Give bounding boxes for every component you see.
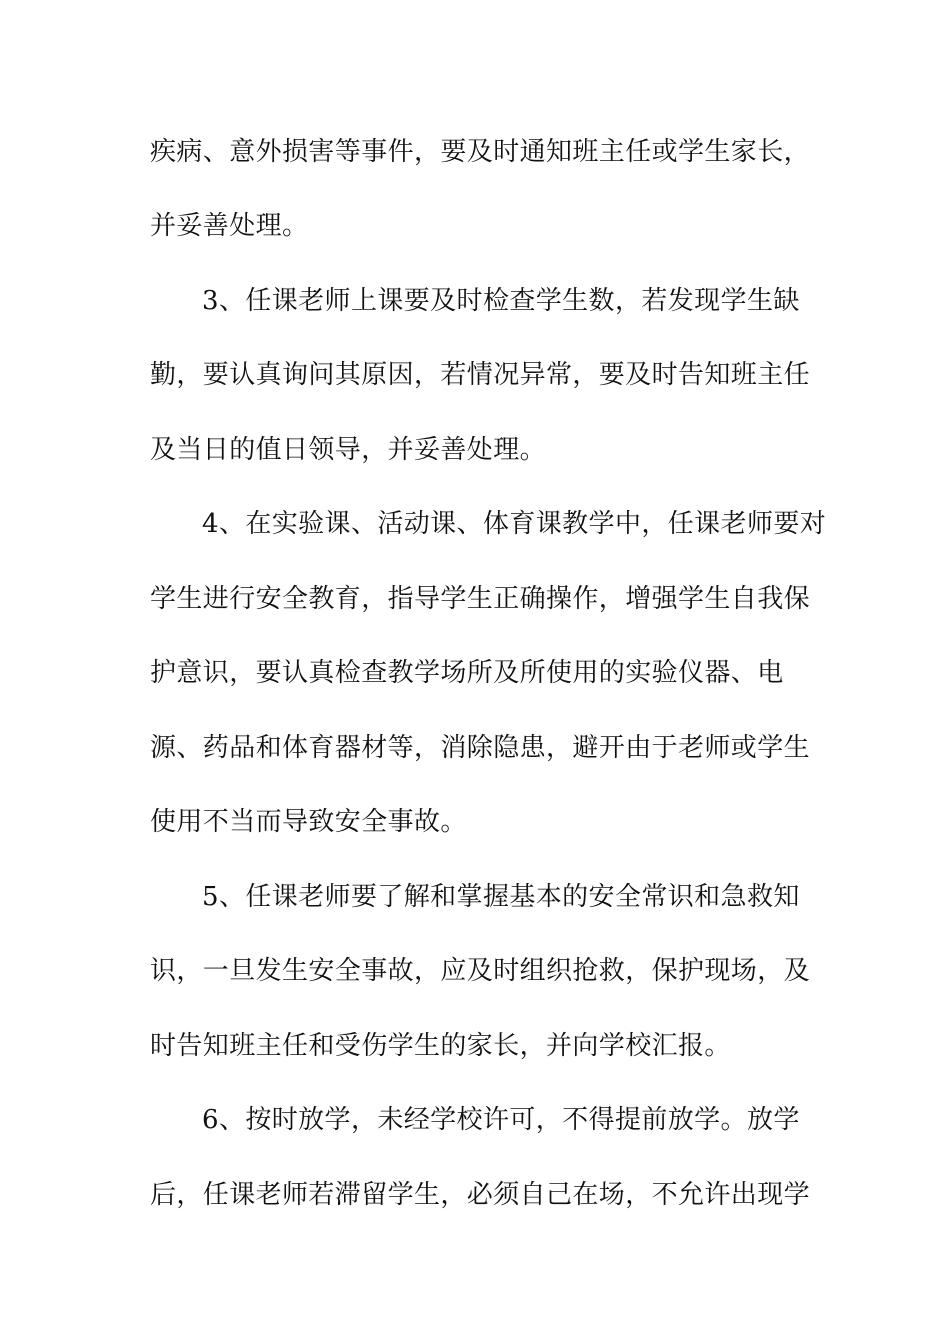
- paragraph-line: 及当日的值日领导，并妥善处理。: [150, 435, 547, 465]
- paragraph-line: 疾病、意外损害等事件，要及时通知班主任或学生家长，: [150, 137, 811, 167]
- paragraph-line: 识，一旦发生安全事故，应及时组织抢救，保护现场，及: [150, 956, 811, 986]
- paragraph-line: 使用不当而导致安全事故。: [150, 807, 467, 837]
- paragraph-line: 并妥善处理。: [150, 211, 309, 241]
- paragraph-line: 勤，要认真询问其原因，若情况异常，要及时告知班主任: [150, 360, 811, 390]
- paragraph-line: 6、按时放学，未经学校许可，不得提前放学。放学: [202, 1105, 800, 1135]
- paragraph-line: 学生进行安全教育，指导学生正确操作，增强学生自我保: [150, 584, 811, 614]
- paragraph-line: 后，任课老师若滞留学生，必须自己在场，不允许出现学: [150, 1180, 811, 1210]
- paragraph-line: 5、任课老师要了解和掌握基本的安全常识和急救知: [202, 882, 800, 912]
- paragraph-line: 护意识，要认真检查教学场所及所使用的实验仪器、电: [150, 658, 784, 688]
- paragraph-line: 时告知班主任和受伤学生的家长，并向学校汇报。: [150, 1031, 731, 1061]
- paragraph-line: 3、任课老师上课要及时检查学生数，若发现学生缺: [202, 286, 800, 316]
- paragraph-line: 4、在实验课、活动课、体育课教学中，任课老师要对: [202, 509, 827, 539]
- paragraph-line: 源、药品和体育器材等，消除隐患，避开由于老师或学生: [150, 733, 811, 763]
